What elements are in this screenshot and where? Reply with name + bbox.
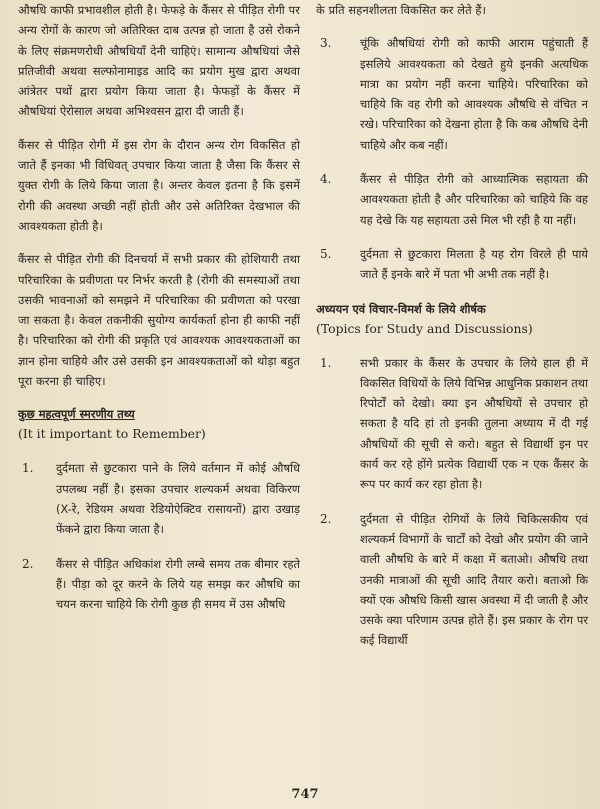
item-number: 2. [22, 556, 34, 571]
right-column [316, 0, 588, 665]
list-item [316, 33, 588, 155]
section-heading-remember-hindi: कुछ महत्वपूर्ण स्मरणीय तथ्य [18, 407, 135, 422]
item-text: कैंसर से पीड़ित अधिकांश रोगी लम्बे समय तक बीमार रहते हैं। पीड़ा को दूर करने के लिये यह समझ कर औषधि का चयन करना चाहिये कि रोगी कुछ ही समय में उस औषधि [56, 556, 300, 612]
item-text: सभी प्रकार के कैंसर के उपचार के लिये हाल ही में विकसित विधियों के लिये विभिन्न आधुनिक प्रकाशन तथा रिपोर्टों को देखो। क्या इन औषधियों से उपचार हो सकता है यदि हां तो इनकी तुलना अध्याय में दी गई औषधियों की सूची से करो। बहुत से विद्यार्थी इन पर कार्य कर रहे होंगे प्रत्येक विद्यार्थी एक न एक कैंसर के रूप पर कार्य कर रहा होता है। [360, 355, 588, 492]
list-item [18, 458, 300, 539]
item-number: 3. [320, 36, 332, 51]
remember-list [18, 458, 300, 614]
paragraph-other-diseases: कैंसर से पीड़ित रोगी में इस रोग के दौरान अन्य रोग विकसित हो जाते हैं इनका भी विधिवत् उपचार किया जाता है जैसा कि कैंसर से युक्त रोगी के लिये किया जाता है। अन्तर केवल इतना है कि इसमें रोगी की अवस्था अच्छी नहीं होती और उसे अतिरिक्त देखभाल की आवश्यकता होती है। [18, 137, 300, 233]
item-number: 2. [320, 511, 332, 526]
left-column [18, 0, 300, 628]
list-item [316, 244, 588, 285]
paragraph-continued: के प्रति सहनशीलता विकसित कर लेते हैं। [316, 3, 486, 17]
section-heading-remember-english: (It it important to Remember) [18, 426, 206, 442]
list-item [18, 554, 300, 615]
item-text: दुर्दमता से छुटकारा पाने के लिये वर्तमान में कोई औषधि उपलब्ध नहीं है। इसका उपचार शल्यकर्म अथवा विकिरण (X-रे, रेडियम अथवा रेडियोऐक्टिव रासायनों) द्वारा उखाड़ फेंकने द्वारा किया जाता है। [56, 461, 300, 537]
item-text: कैंसर से पीड़ित रोगी को आध्यात्मिक सहायता की आवश्यकता होती है और परिचारिका को चाहिये कि वह यह देखे कि यह सहायता उसे मिल भी रही है या नहीं। [360, 172, 588, 227]
page-number: 747 [291, 787, 319, 802]
section-heading-topics-english: (Topics for Study and Discussions) [316, 320, 533, 336]
item-number: 5. [320, 246, 332, 261]
paragraph-nurse-skill: कैंसर से पीड़ित रोगी की दिनचर्या में सभी प्रकार की होशियारी तथा परिचारिका के प्रवीणता पर निर्भर करती है (रोगी की समस्याओं तथा उसकी भावनाओं को समझने में परिचारिका की प्रवीणता को परखा जा सकता है। केवल तकनीकी सुयोग्य कार्यकर्ता होना ही काफी नहीं है। परिचारिका को रोगी की प्रकृति एवं आवश्यक आवश्यकताओं का ज्ञान होना चाहिये और उसे उसकी इन आवश्यकताओं को थोड़ा बहुत पूरा करना ही चाहिए। [18, 252, 300, 389]
list-item [316, 169, 588, 230]
item-text: दुर्दमता से पीड़ित रोगियों के लिये चिकित्सकीय एवं शल्यकर्म विभागों के चार्टों को देखो और प्रयोग की जाने वाली औषधि के बारे में कक्षा में बताओ। औषधि तथा उनकी मात्राओं की सूची आदि तैयार करो। बताओ कि क्यों एक औषधि किसी खास अवस्था में दी जाती है और उसके क्या परिणाम उत्पन्न होते हैं। इस प्रकार के रोग पर कई विद्यार्थी [360, 511, 588, 648]
item-number: 1. [320, 355, 332, 370]
item-text: दुर्दमता से छुटकारा मिलता है यह रोग विरले ही पाये जाते हैं इनके बारे में पता भी अभी तक नहीं है। [360, 246, 588, 282]
list-item [316, 509, 588, 651]
topics-list [316, 353, 588, 651]
item-text: चूंकि औषधियां रोगी को काफी आराम पहुंचाती हैं इसलिये आवश्यकता को देखते हुये इनकी अत्यधिक मात्रा का प्रयोग नहीं करना चाहिये। परिचारिका को चाहिये कि वह रोगी को आवश्यक औषधि से वंचित न रखे। परिचारिका को देखना होता है कि कब औषधि देनी चाहिये और कब नहीं। [360, 36, 588, 152]
item-number: 4. [320, 172, 332, 187]
paragraph-antibiotics: औषधि काफी प्रभावशील होती है। फेफड़े के कैंसर से पीड़ित रोगी पर अन्य रोगों के कारण जो अतिरिक्त दाब उत्पन्न हो जाता है उसे रोकने के लिए संक्रमणरोधी औषधियाँ देनी चाहिएं। सामान्य औषधियां जैसे प्रतिजीवी अथवा सल्फोनामाइड आदि का प्रयोग मुख द्वारा अथवा आंत्रेतर पथों द्वारा प्रयोग किया जाता है। फेफड़ों के कैंसर में औषधियां ऐरोसाल अथवा अभिश्वसन द्वारा दी जाती हैं। [18, 3, 300, 119]
item-number: 1. [22, 461, 34, 476]
remember-list-continued [316, 33, 588, 284]
section-heading-topics-hindi: अध्ययन एवं विचार-विमर्श के लिये शीर्षक [316, 301, 486, 316]
list-item [316, 353, 588, 495]
